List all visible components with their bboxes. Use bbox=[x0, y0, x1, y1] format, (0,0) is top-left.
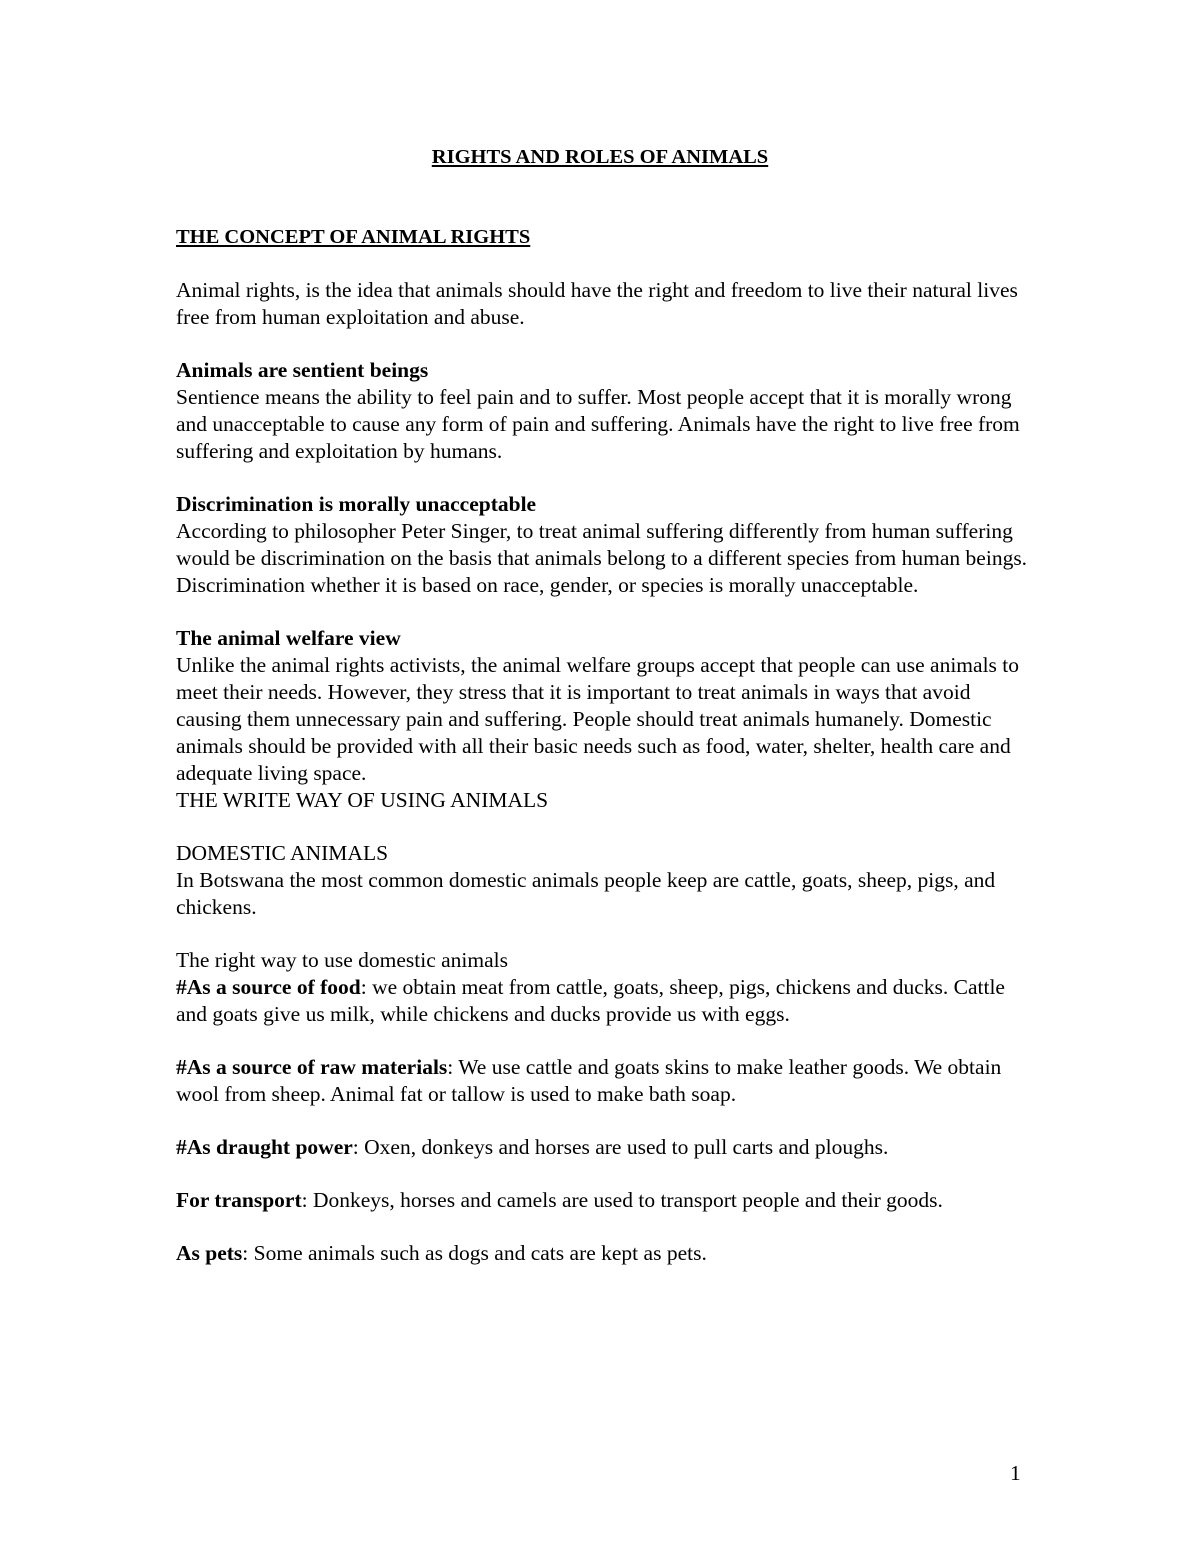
page-number: 1 bbox=[1010, 1461, 1021, 1485]
page-title: RIGHTS AND ROLES OF ANIMALS bbox=[431, 146, 769, 168]
use-item-text: : Oxen, donkeys and horses are used to pull carts and ploughs. bbox=[352, 1135, 889, 1159]
welfare-heading: The animal welfare view bbox=[176, 626, 401, 650]
discrimination-paragraph: According to philosopher Peter Singer, to treat animal suffering differently from human suffering would be discrimination on the basis that animals belong to a different species from human beings. Discrimination whether it is based on race, gender, or species is morally unacceptable. bbox=[176, 519, 1028, 597]
use-item-text: : we obtain meat from cattle, goats, sheep, pigs, chickens and ducks. Cattle and goats give us milk, while chickens and ducks provide us with eggs. bbox=[176, 975, 1005, 1026]
intro-paragraph: Animal rights, is the idea that animals should have the right and freedom to live their natural lives free from human exploitation and abuse. bbox=[176, 278, 1018, 329]
section-heading-animal-rights: THE CONCEPT OF ANIMAL RIGHTS bbox=[176, 226, 531, 248]
discrimination-heading: Discrimination is morally unacceptable bbox=[176, 492, 537, 516]
use-item-lead: #As a source of raw materials bbox=[176, 1055, 448, 1079]
sentient-block bbox=[176, 357, 1036, 465]
use-item-transport bbox=[176, 1187, 1036, 1214]
welfare-paragraph: Unlike the animal rights activists, the animal welfare groups accept that people can use animals to meet their needs. However, they stress that it is important to treat animals in ways that avoid causing them unnecessary pain and suffering. People should treat animals humanely. Domestic animals should be provided with all their basic needs such as food, water, shelter, health care and adequate living space. bbox=[176, 653, 1020, 785]
domestic-paragraph: In Botswana the most common domestic animals people keep are cattle, goats, sheep, pigs, and chickens. bbox=[176, 868, 996, 919]
sentient-paragraph: Sentience means the ability to feel pain and to suffer. Most people accept that it is morally wrong and unacceptable to cause any form of pain and suffering. Animals have the right to live free from suffering and exploitation by humans. bbox=[176, 385, 1020, 463]
use-item-text: : We use cattle and goats skins to make leather goods. We obtain wool from sheep. Animal fat or tallow is used to make bath soap. bbox=[176, 1055, 1002, 1106]
use-item-lead: For transport bbox=[176, 1188, 302, 1212]
use-item-draught-power bbox=[176, 1134, 1036, 1161]
section-heading-using-animals: THE WRITE WAY OF USING ANIMALS bbox=[176, 788, 549, 812]
welfare-block bbox=[176, 625, 1036, 787]
domestic-block bbox=[176, 840, 1036, 921]
discrimination-block bbox=[176, 491, 1036, 599]
use-item-lead: As pets bbox=[176, 1241, 243, 1265]
uses-block bbox=[176, 947, 1036, 1028]
use-item-raw-materials bbox=[176, 1054, 1036, 1108]
use-item-pets bbox=[176, 1240, 1036, 1267]
use-item-lead: #As a source of food bbox=[176, 975, 361, 999]
use-item-food bbox=[176, 974, 1036, 1028]
use-item-text: : Donkeys, horses and camels are used to transport people and their goods. bbox=[301, 1188, 943, 1212]
sentient-heading: Animals are sentient beings bbox=[176, 358, 429, 382]
use-item-lead: #As draught power bbox=[176, 1135, 353, 1159]
domestic-heading: DOMESTIC ANIMALS bbox=[176, 841, 389, 865]
document-body bbox=[176, 144, 1036, 1267]
use-item-text: : Some animals such as dogs and cats are kept as pets. bbox=[242, 1241, 707, 1265]
right-way-heading: The right way to use domestic animals bbox=[176, 948, 508, 972]
